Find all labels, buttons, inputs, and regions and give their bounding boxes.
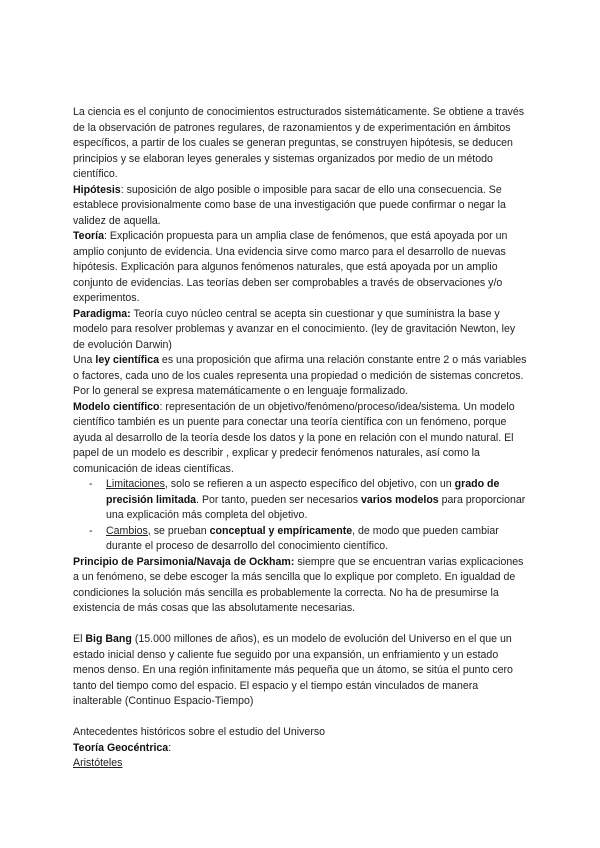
ley-term: ley científica	[95, 354, 159, 366]
blank-line	[73, 617, 528, 633]
limitaciones-bold-2: varios modelos	[360, 493, 439, 506]
geocentrica-colon: :	[168, 741, 172, 754]
antecedentes-line: Antecedentes históricos sobre el estudio del Universo	[73, 726, 326, 738]
teoria-definition: : Explicación propuesta para un amplia clase de fenómenos, que está apoyada por un amplio conjunto de evidencia. Una evidencia sirve como marco para el desarrollo de nuevas hipótesis. Explicación para algunos fenómenos naturales, que está apoyada por un amplio conjunto de evidencias. Las teorías deben ser comprobables a través de observaciones y/o experimentos.	[73, 230, 508, 304]
bullet-dash: -	[89, 478, 93, 490]
teoria-term: Teoría	[73, 230, 105, 242]
intro-paragraph: La ciencia es el conjunto de conocimientos estructurados sistemáticamente. Se obtiene a través de la observación de patrones regulares, de razonamientos y de experimentación en ámbitos específicos, a partir de los cuales se generan preguntas, se construyen hipótesis, se deducen principios y se elaboran leyes generales y sistemas organizados por medio de un método científico.	[73, 106, 525, 180]
blank-line	[73, 710, 528, 726]
ley-prefix: Una	[73, 354, 96, 366]
bullet-cambios	[73, 524, 528, 555]
geocentrica-line	[73, 741, 528, 757]
hipotesis-paragraph	[73, 183, 528, 230]
hipotesis-definition: : suposición de algo posible o imposible para sacar de ello una consecuencia. Se establece provisionalmente como base de una investigación que puede confirmar o negar la validez de aquella.	[73, 183, 506, 227]
parsimonia-term: Principio de Parsimonia/Navaja de Ockham:	[73, 555, 295, 568]
geocentrica-term: Teoría Geocéntrica	[73, 741, 169, 754]
bullet-dash: -	[89, 524, 93, 537]
big-bang-prefix: El	[73, 633, 86, 645]
ley-definition: es una proposición que afirma una relación constante entre 2 o más variables o factores, cada uno de los cuales representa una propiedad o medición de sistemas concretos. Por lo general se expresa matemáticamente o en lenguaje formalizado.	[73, 354, 527, 397]
cambios-term: Cambios,	[106, 524, 151, 537]
aristoteles-heading: Aristóteles	[73, 757, 123, 769]
big-bang-definition: (15.000 millones de años), es un modelo de evolución del Universo en el que un estado inicial denso y caliente fue seguido por una expansión, un enfriamiento y un estado menos denso. En una región infinitamente más pequeña que un átomo, se sitúa el punto cero tanto del tiempo como del espacio. El espacio y el tiempo están vinculados de manera inalterable (Continuo Espacio-Tiempo)	[73, 633, 513, 707]
aristoteles-line	[73, 756, 528, 772]
document-page	[73, 105, 528, 772]
cambios-bold-1: conceptual y empíricamente	[209, 524, 353, 537]
limitaciones-text-3: para proporcionar una explicación más completa del objetivo.	[106, 493, 526, 521]
ley-paragraph	[73, 353, 528, 400]
paradigma-paragraph	[73, 307, 528, 354]
bullet-limitaciones	[73, 477, 528, 524]
teoria-paragraph	[73, 229, 528, 307]
cambios-text-1: se prueban	[150, 524, 210, 537]
big-bang-paragraph	[73, 632, 528, 710]
modelo-bullet-list	[73, 477, 528, 555]
limitaciones-text-2: . Por tanto, pueden ser necesarios	[196, 493, 361, 506]
parsimonia-paragraph	[73, 555, 528, 617]
cambios-text-2: , de modo que pueden cambiar durante el proceso de desarrollo del conocimiento científico.	[106, 524, 499, 552]
modelo-term: Modelo científico	[73, 400, 160, 413]
paradigma-term: Paradigma:	[73, 307, 131, 320]
limitaciones-term: Limitaciones	[106, 478, 165, 490]
paradigma-definition: Teoría cuyo núcleo central se acepta sin cuestionar y que suministra la base y modelo para resolver problemas y avanzar en el conocimiento. (ley de gravitación Newton, ley de evolución Darwin)	[73, 307, 516, 351]
modelo-paragraph	[73, 400, 528, 478]
limitaciones-text-1: , solo se refieren a un aspecto específico del objetivo, con un	[164, 478, 455, 490]
limitaciones-bold-1: grado de precisión limitada	[106, 478, 500, 506]
parsimonia-definition: siempre que se encuentran varias explicaciones a un fenómeno, se debe escoger la más sencilla que lo explique por completo. En igualdad de condiciones la solución más sencilla es probablemente la correcta. No ha de presumirse la existencia de más cosas que las absolutamente necesarias.	[73, 555, 524, 614]
hipotesis-term: Hipótesis	[73, 183, 121, 196]
modelo-definition: : representación de un objetivo/fenómeno/proceso/idea/sistema. Un modelo científico también es un puente para conectar una teoría científica con un fenómeno, porque ayuda al desarrollo de la teoría desde los datos y la pone en relación con el mundo natural. El papel de un modelo es describir , explicar y predecir fenómenos naturales, así como la comunicación de ideas científicas.	[73, 400, 515, 475]
big-bang-term: Big Bang	[85, 633, 132, 645]
